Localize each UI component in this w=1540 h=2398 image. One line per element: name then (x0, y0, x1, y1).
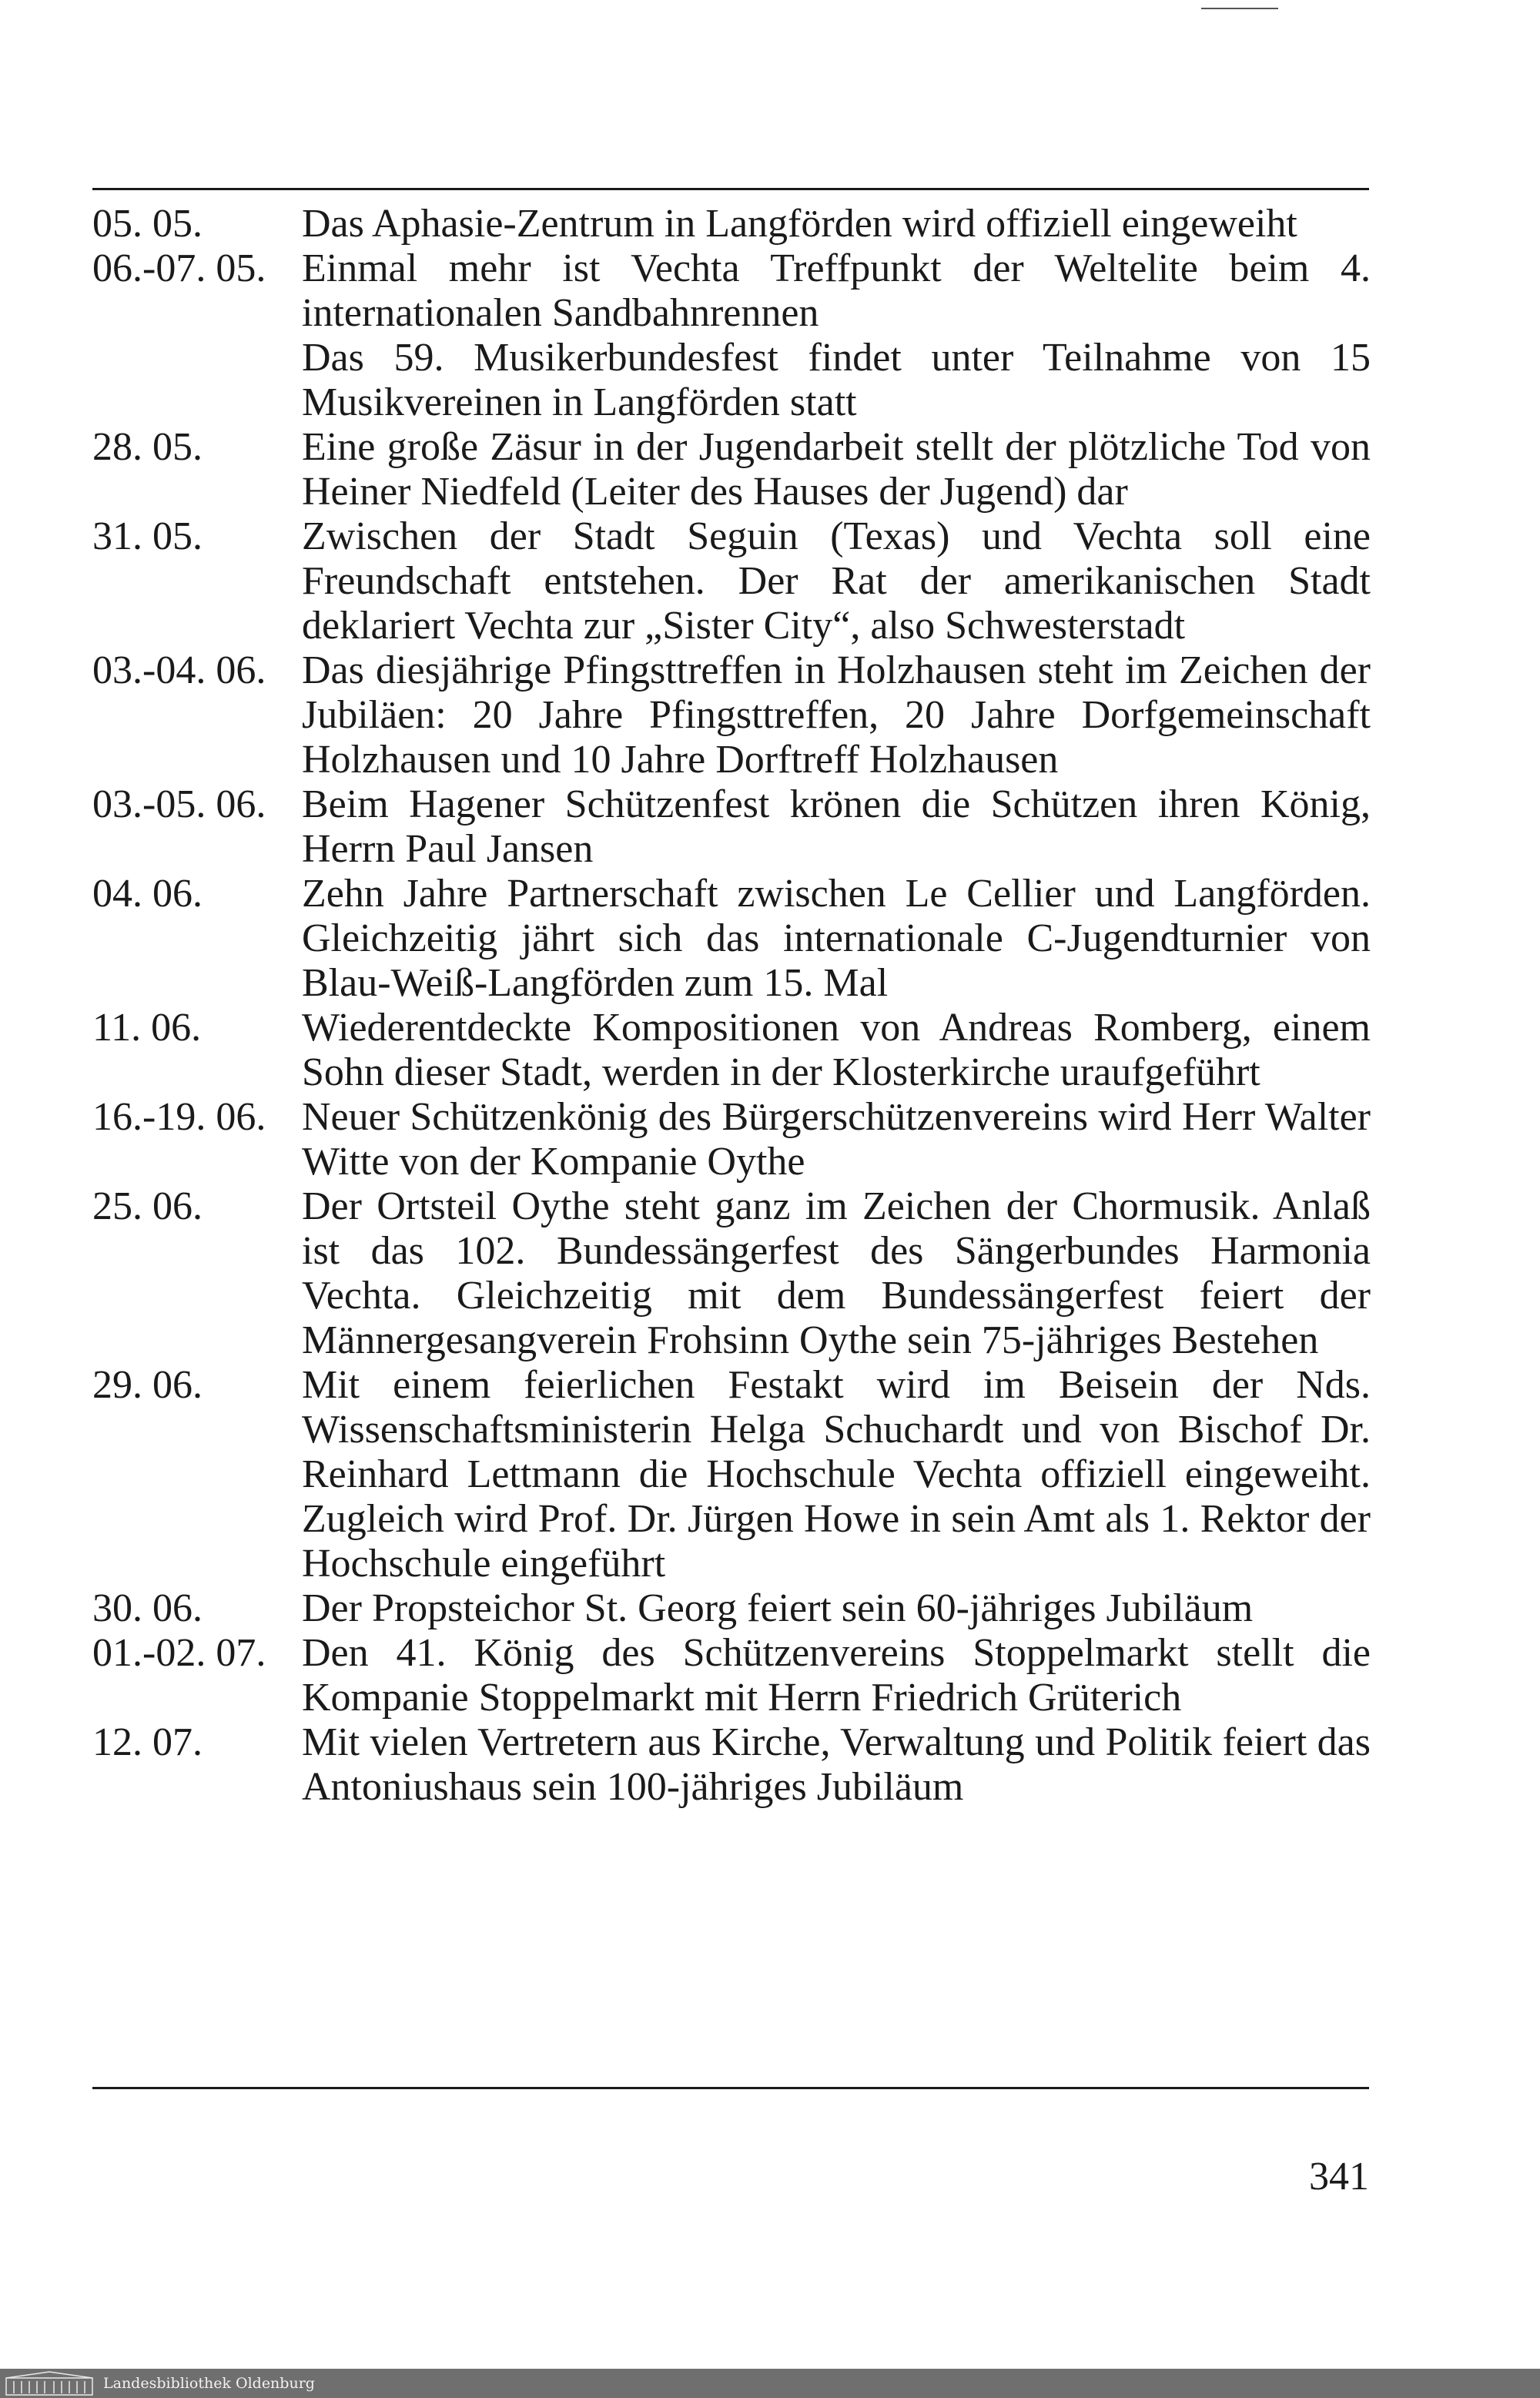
library-building-icon (5, 2370, 94, 2396)
entry-text (302, 1720, 1371, 1810)
chronicle-entry (92, 1631, 1371, 1720)
chronicle-entry (92, 1095, 1371, 1184)
chronicle-entry (92, 1586, 1371, 1631)
entry-date: 04. 06. (92, 872, 203, 916)
entry-paragraph: Das diesjährige Pfingsttreffen in Holzhausen steht im Zeichen der Jubiläen: 20 Jahre Pfingsttreffen, 20 Jahre Dorfgemeinschaft Holzhausen und 10 Jahre Dorftreff Holzhausen (302, 648, 1371, 782)
chronicle-entry (92, 1363, 1371, 1586)
entry-date: 03.-04. 06. (92, 648, 266, 692)
chronicle-entry (92, 425, 1371, 514)
entry-paragraph: Der Propsteichor St. Georg feiert sein 60-jähriges Jubiläum (302, 1586, 1254, 1630)
chronicle-entry (92, 782, 1371, 872)
chronicle-entry (92, 1006, 1371, 1095)
entry-paragraph: Zwischen der Stadt Seguin (Texas) und Vechta soll eine Freundschaft entstehen. Der Rat der amerikanischen Stadt deklariert Vechta zur „Sister City“, also Schwesterstadt (302, 514, 1371, 648)
chronicle-list (92, 202, 1371, 1810)
entry-paragraph: Beim Hagener Schützenfest krönen die Schützen ihren König, Herrn Paul Jansen (302, 782, 1371, 871)
entry-date: 01.-02. 07. (92, 1631, 266, 1675)
bottom-rule (92, 2087, 1369, 2089)
entry-text (302, 425, 1371, 514)
entry-paragraph: Das 59. Musikerbundesfest findet unter Teilnahme von 15 Musikvereinen in Langförden statt (302, 336, 1371, 424)
entry-text (302, 514, 1371, 648)
entry-text (302, 1586, 1371, 1631)
entry-date: 16.-19. 06. (92, 1095, 266, 1139)
entry-text (302, 1095, 1371, 1184)
entry-paragraph: Mit vielen Vertretern aus Kirche, Verwaltung und Politik feiert das Antoniushaus sein 100-jähriges Jubiläum (302, 1720, 1371, 1809)
entry-date: 30. 06. (92, 1586, 203, 1630)
entry-date: 06.-07. 05. (92, 246, 266, 290)
entry-paragraph: Den 41. König des Schützenvereins Stoppelmarkt stellt die Kompanie Stoppelmarkt mit Herrn Friedrich Grüterich (302, 1631, 1371, 1720)
entry-text (302, 872, 1371, 1006)
entry-date: 31. 05. (92, 514, 203, 558)
entry-paragraph: Eine große Zäsur in der Jugendarbeit stellt der plötzliche Tod von Heiner Niedfeld (Leiter des Hauses der Jugend) dar (302, 425, 1371, 514)
entry-paragraph: Einmal mehr ist Vechta Treffpunkt der Weltelite beim 4. internationalen Sandbahnrennen (302, 246, 1371, 335)
entry-paragraph: Der Ortsteil Oythe steht ganz im Zeichen der Chormusik. Anlaß ist das 102. Bundessängerfest des Sängerbundes Harmonia Vechta. Gleichzeitig mit dem Bundessängerfest feiert der Männergesangverein Frohsinn Oythe sein 75-jähriges Bestehen (302, 1184, 1371, 1362)
chronicle-entry (92, 648, 1371, 782)
top-scan-mark (1201, 8, 1278, 9)
chronicle-entry (92, 1184, 1371, 1363)
entry-text (302, 1363, 1371, 1586)
entry-paragraph: Das Aphasie-Zentrum in Langförden wird offiziell eingeweiht (302, 202, 1297, 246)
entry-paragraph: Wiederentdeckte Kompositionen von Andreas Romberg, einem Sohn dieser Stadt, werden in der Klosterkirche uraufgeführt (302, 1006, 1371, 1094)
entry-date: 03.-05. 06. (92, 782, 266, 826)
entry-text (302, 1631, 1371, 1720)
entry-paragraph: Mit einem feierlichen Festakt wird im Beisein der Nds. Wissenschaftsministerin Helga Schuchardt und von Bischof Dr. Reinhard Lettmann die Hochschule Vechta offiziell eingeweiht. Zugleich wird Prof. Dr. Jürgen Howe in sein Amt als 1. Rektor der Hochschule eingeführt (302, 1363, 1371, 1586)
entry-text (302, 648, 1371, 782)
chronicle-entry (92, 514, 1371, 648)
chronicle-entry (92, 1720, 1371, 1810)
entry-date: 28. 05. (92, 425, 203, 469)
entry-date: 05. 05. (92, 202, 203, 246)
entry-date: 12. 07. (92, 1720, 203, 1764)
entry-text (302, 782, 1371, 872)
entry-date: 25. 06. (92, 1184, 203, 1228)
entry-text (302, 246, 1371, 425)
entry-date: 29. 06. (92, 1363, 203, 1407)
entry-paragraph: Zehn Jahre Partnerschaft zwischen Le Cellier und Langförden. Gleichzeitig jährt sich das internationale C-Jugendturnier von Blau-Weiß-Langförden zum 15. Mal (302, 872, 1371, 1005)
entry-text (302, 202, 1371, 246)
entry-date: 11. 06. (92, 1006, 202, 1050)
page-number: 341 (1309, 2155, 1369, 2199)
chronicle-entry (92, 872, 1371, 1006)
top-rule (92, 188, 1369, 190)
chronicle-entry (92, 246, 1371, 425)
chronicle-entry (92, 202, 1371, 246)
library-name: Landesbibliothek Oldenburg (103, 2375, 315, 2392)
entry-paragraph: Neuer Schützenkönig des Bürgerschützenvereins wird Herr Walter Witte von der Kompanie Oythe (302, 1095, 1371, 1184)
entry-text (302, 1184, 1371, 1363)
entry-text (302, 1006, 1371, 1095)
